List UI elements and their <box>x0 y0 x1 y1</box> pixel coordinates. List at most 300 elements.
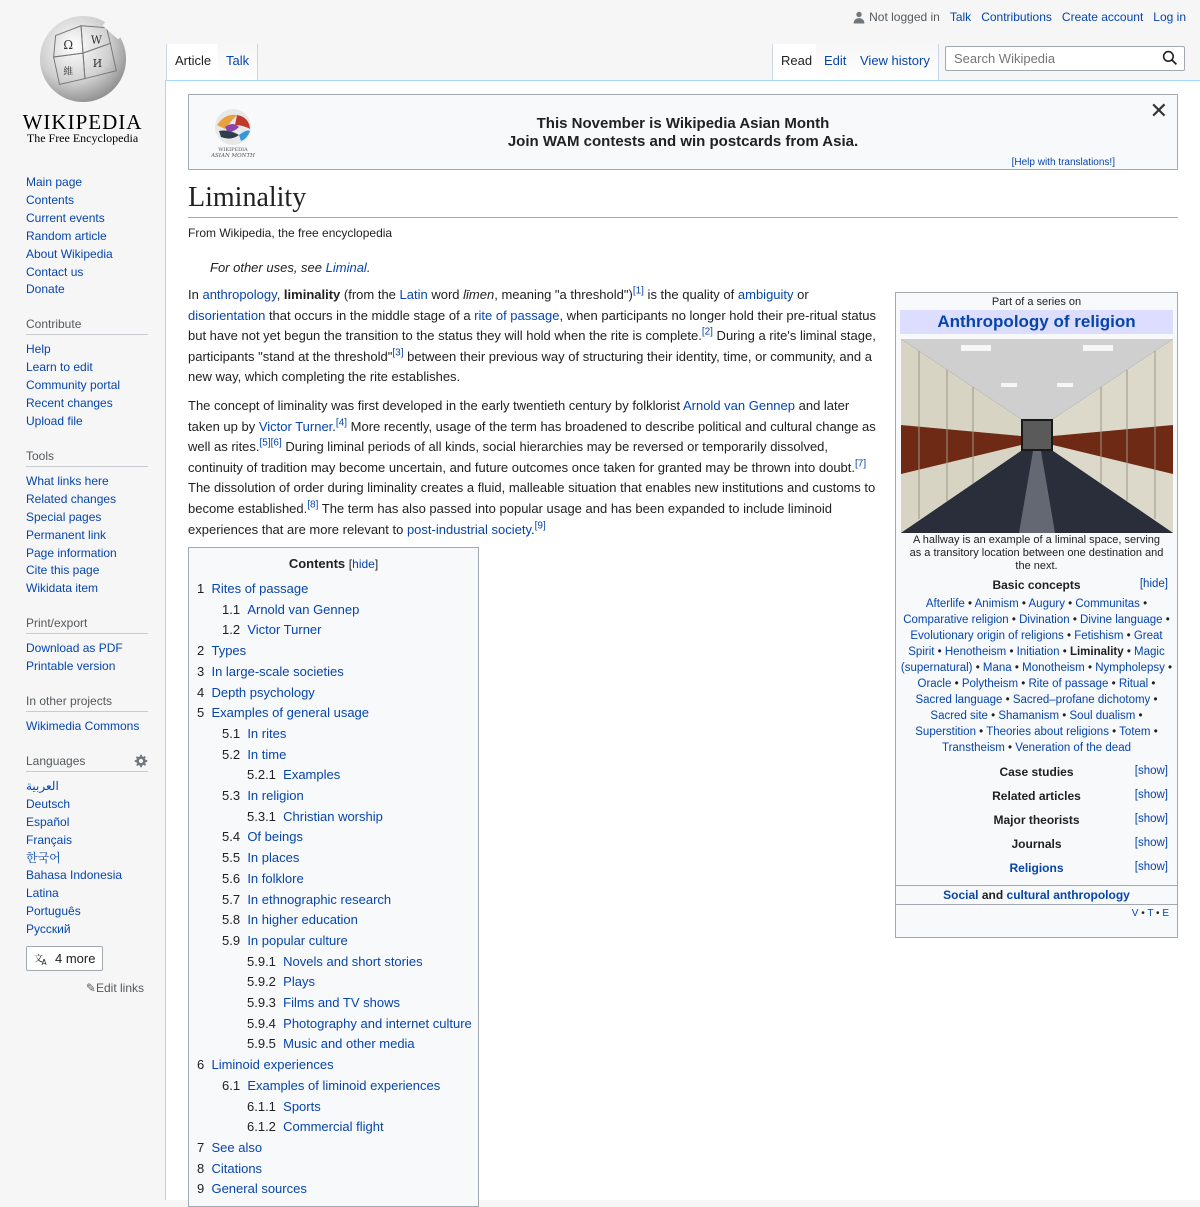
text: More recently, usage of the term has broadened to describe political and cultural change as well as rites. <box>188 418 876 455</box>
concept-link[interactable]: Augury <box>1028 598 1065 610</box>
toc-item-number: 5.9.2 <box>247 974 276 990</box>
toc-item[interactable] <box>197 1117 470 1138</box>
series-footer <box>896 885 1177 905</box>
sidebar-tools <box>26 449 148 598</box>
toc-item[interactable] <box>197 807 470 828</box>
separator-dot: • <box>987 710 999 722</box>
toc-item[interactable] <box>197 1034 470 1055</box>
talk-link[interactable]: Talk <box>949 10 972 24</box>
separator-dot: • <box>1011 662 1023 674</box>
image-caption: A hallway is an example of a liminal space, serving as a transitory location between one destination and the next. <box>909 534 1164 572</box>
separator-dot: • <box>1064 598 1076 610</box>
concept-link[interactable]: Evolutionary origin of religions <box>910 630 1064 642</box>
text: The dissolution of order during liminality creates a fluid, malleable situation that enables new institutions and customs to become established. <box>188 480 876 516</box>
reference-link[interactable]: [1] <box>632 285 644 297</box>
show-toggle[interactable]: [show] <box>1134 813 1168 825</box>
toc-item-number: 5.9.4 <box>247 1015 276 1031</box>
separator-dot: • <box>1069 614 1081 626</box>
show-toggle[interactable]: [show] <box>1134 861 1168 873</box>
tab-talk[interactable] <box>218 44 258 80</box>
edit-template-link[interactable]: E <box>1162 908 1169 919</box>
separator-dot: • <box>1164 662 1173 674</box>
separator-dot: • <box>1162 614 1170 626</box>
toc-item[interactable] <box>197 724 470 745</box>
hatnote-text: For other uses, see <box>210 260 326 275</box>
sidebar-item-recent-changes[interactable]: Recent changes <box>26 396 113 411</box>
toc-item[interactable] <box>197 1055 470 1076</box>
concept-link[interactable]: Initiation <box>1016 646 1060 658</box>
concept-link[interactable]: Monotheism <box>1022 662 1085 674</box>
sidebar-item-wikidata-item[interactable]: Wikidata item <box>26 581 99 596</box>
series-prefix: Part of a series on <box>991 296 1082 308</box>
toc-item[interactable] <box>197 641 470 662</box>
concept-link[interactable]: Magic (supernatural) <box>900 646 1165 674</box>
lang-pt[interactable]: Português <box>26 904 81 919</box>
text: In <box>188 287 203 302</box>
lang-fr[interactable]: Français <box>26 832 73 847</box>
toc-item[interactable] <box>197 1076 470 1097</box>
toc-item-number: 7 <box>197 1139 205 1155</box>
banner-line1: This November is Wikipedia Asian Month <box>536 115 830 132</box>
separator-dot: • <box>1004 742 1016 754</box>
lang-id[interactable]: Bahasa Indonesia <box>26 868 123 883</box>
link-ambiguity[interactable]: ambiguity <box>737 287 794 302</box>
toc-item-link[interactable]: Types <box>211 643 247 659</box>
toc-item-number: 2 <box>197 643 205 659</box>
toc-item-number: 1.2 <box>222 622 241 638</box>
sidebar-item-permanent-link[interactable]: Permanent link <box>26 527 107 542</box>
collapsed-sections <box>896 760 1177 880</box>
toc-item-number: 5.9.1 <box>247 953 276 969</box>
paragraph-1 <box>188 285 882 388</box>
toc-item-link[interactable]: Photography and internet culture <box>283 1015 472 1031</box>
contribute-heading: Contribute <box>26 317 148 335</box>
section-label[interactable]: Religions <box>1009 861 1064 875</box>
concept-link[interactable]: Ritual <box>1118 678 1149 690</box>
tab-edit[interactable] <box>816 44 855 80</box>
toc-item-number: 5.2 <box>222 746 241 762</box>
sidebar-item-contents[interactable]: Contents <box>26 192 75 207</box>
section-label: Major theorists <box>993 813 1080 827</box>
reference-link[interactable]: [7] <box>855 458 867 470</box>
toc-item[interactable] <box>197 1138 470 1159</box>
concept-link[interactable]: Divination <box>1019 614 1070 626</box>
toc-item-link[interactable]: Citations <box>211 1160 263 1176</box>
concept-link[interactable]: Divine language <box>1080 614 1163 626</box>
concept-link[interactable]: Oracle <box>917 678 952 690</box>
separator-dot: • <box>1108 726 1120 738</box>
toc-item-link[interactable]: Depth psychology <box>211 684 315 700</box>
separator-dot: • <box>1148 678 1156 690</box>
text: between their previous way of structuring their identity, time, or community, and a new way, which completing the rite establishes. <box>188 348 872 385</box>
separator-dot: • <box>1063 630 1075 642</box>
puzzle-globe-icon <box>34 14 132 104</box>
toc-item[interactable] <box>197 869 470 890</box>
pencil-icon: ✎ <box>85 981 96 996</box>
more-languages-button[interactable] <box>26 946 103 971</box>
concept-link[interactable]: Soul dualism <box>1069 710 1136 722</box>
text: word <box>427 287 464 302</box>
lang-es[interactable]: Español <box>26 814 70 829</box>
toc-item[interactable] <box>197 662 470 683</box>
lang-ar[interactable]: العربية <box>26 778 59 793</box>
reference-link[interactable]: [9] <box>534 520 546 532</box>
sidebar-item-learn-to-edit[interactable]: Learn to edit <box>26 360 93 375</box>
languages-heading-label: Languages <box>26 753 86 768</box>
toc-item-number: 1.1 <box>222 601 241 617</box>
sidebar-item-community-portal[interactable]: Community portal <box>26 378 121 393</box>
toc-item-link[interactable]: Commercial flight <box>283 1119 384 1135</box>
toc-list <box>197 579 470 1200</box>
toc-item-number: 6.1.2 <box>247 1119 276 1135</box>
basic-concepts-header <box>896 574 1177 596</box>
sidebar-item-cite-this-page[interactable]: Cite this page <box>26 563 100 578</box>
separator-dot: • <box>1059 646 1070 658</box>
concept-link[interactable]: Superstition <box>915 726 976 738</box>
toc-item-link[interactable]: In time <box>247 746 287 762</box>
banner-message <box>189 115 1177 151</box>
sidebar-item-main-page[interactable]: Main page <box>26 175 83 189</box>
close-icon[interactable]: ✕ <box>1149 98 1168 123</box>
separator-dot: • <box>1006 646 1017 658</box>
toc-item-link[interactable]: In higher education <box>247 912 358 928</box>
link-cultural-anthropology[interactable]: cultural anthropology <box>1006 888 1130 902</box>
collapsed-section <box>896 760 1177 784</box>
toc-item[interactable] <box>197 683 470 704</box>
text: During a rite's liminal stage, participants "stand at the threshold" <box>188 328 876 364</box>
separator-dot: • <box>951 678 962 690</box>
create-account-link[interactable]: Create account <box>1061 10 1144 24</box>
lang-de[interactable]: Deutsch <box>26 796 71 811</box>
toc-item-number: 5 <box>197 705 205 721</box>
edit-links-label: Edit links <box>95 981 144 996</box>
toc-item-link[interactable]: Of beings <box>247 829 303 845</box>
toc-item-link[interactable]: Christian worship <box>283 808 383 824</box>
text: The concept of liminality was first developed in the early twentieth century by folklorist <box>188 397 683 413</box>
help-translations-link[interactable]: [Help with translations!] <box>1011 157 1115 168</box>
hatnote <box>210 260 370 275</box>
toc-item-link[interactable]: In rites <box>247 725 287 741</box>
concept-link[interactable]: Animism <box>974 598 1019 610</box>
login-link[interactable]: Log in <box>1153 10 1186 24</box>
sidebar-contribute <box>26 317 148 431</box>
separator-dot: • <box>1123 646 1135 658</box>
footer-and: and <box>978 888 1007 902</box>
logo-wordmark: WIKIPEDIA <box>22 110 143 134</box>
hatnote-end: . <box>366 260 371 275</box>
text: , meaning "a threshold") <box>494 287 633 302</box>
sidebar-item-wikimedia-commons[interactable]: Wikimedia Commons <box>26 719 140 734</box>
site-tagline: From Wikipedia, the free encyclopedia <box>188 226 393 240</box>
sidebar-item-special-pages[interactable]: Special pages <box>26 509 102 524</box>
tab-view-history[interactable] <box>852 44 939 80</box>
concept-link[interactable]: Polytheism <box>961 678 1019 690</box>
user-icon <box>853 11 865 24</box>
separator-dot: • <box>1150 726 1158 738</box>
view-template-link[interactable]: V <box>1131 908 1139 919</box>
table-of-contents <box>188 547 479 1207</box>
central-notice-banner <box>188 94 1178 170</box>
toc-item[interactable] <box>197 972 470 993</box>
link-social[interactable]: Social <box>943 888 979 902</box>
toc-item-link[interactable]: Films and TV shows <box>283 995 400 1011</box>
toc-item-number: 5.6 <box>222 870 241 886</box>
separator-dot: • <box>972 662 983 674</box>
toc-item[interactable] <box>197 1179 470 1200</box>
logo-tagline: The Free Encyclopedia <box>26 131 139 145</box>
banner-line2: Join WAM contests and win postcards from Asia. <box>507 133 859 150</box>
toc-item-number: 4 <box>197 684 205 700</box>
hide-link[interactable]: [hide] <box>1139 578 1168 590</box>
toc-item-number: 5.3 <box>222 788 241 804</box>
toc-item-number: 5.2.1 <box>247 767 276 783</box>
section-label: Journals <box>1011 837 1062 851</box>
toc-hide-link[interactable]: hide <box>352 557 375 571</box>
concept-link[interactable]: Totem <box>1119 726 1151 738</box>
toc-item[interactable] <box>197 827 470 848</box>
toc-item-link[interactable]: Examples of liminoid experiences <box>247 1077 441 1093</box>
sidebar-item-page-information[interactable]: Page information <box>26 545 117 560</box>
separator-dot: • <box>1084 662 1096 674</box>
collapsed-section <box>896 832 1177 856</box>
separator-dot: • <box>1018 598 1029 610</box>
text: During liminal periods of all kinds, social hierarchies may be reversed or temporarily dissolved, continuity of tradition may become uncertain, and future outcomes once taken for granted may be thrown into doubt. <box>188 439 855 475</box>
svg-text:Ω: Ω <box>63 38 74 53</box>
toc-item-link[interactable]: Examples of general usage <box>211 705 370 721</box>
search-input[interactable] <box>945 46 1185 71</box>
print-heading: Print/export <box>26 616 148 634</box>
toc-item-link[interactable]: In places <box>247 850 300 866</box>
concept-link[interactable]: Sacred site <box>930 710 988 722</box>
show-toggle[interactable]: [show] <box>1134 837 1168 849</box>
section-label: Case studies <box>999 765 1074 779</box>
talk-template-link[interactable]: T <box>1147 908 1154 919</box>
text: . <box>332 418 336 434</box>
text: is the quality of <box>643 287 738 302</box>
toc-item[interactable] <box>197 765 470 786</box>
toc-item[interactable] <box>197 1097 470 1118</box>
tab-edit-label: Edit <box>824 53 847 68</box>
series-title[interactable] <box>900 310 1173 334</box>
toc-item[interactable] <box>197 1159 470 1180</box>
toc-item[interactable] <box>197 952 470 973</box>
toc-item-link[interactable]: Liminoid experiences <box>211 1057 334 1073</box>
toc-item-link[interactable]: In popular culture <box>247 932 348 948</box>
sidebar-item-related-changes[interactable]: Related changes <box>26 491 117 506</box>
lang-ru[interactable]: Русский <box>26 922 71 937</box>
toc-item[interactable] <box>197 786 470 807</box>
toc-item-link[interactable]: Plays <box>283 974 315 990</box>
concept-link[interactable]: Comparative religion <box>903 614 1009 626</box>
tab-read[interactable] <box>772 44 821 80</box>
toc-item-link[interactable]: Rites of passage <box>211 581 309 596</box>
text: that occurs in the middle stage of a <box>265 307 475 323</box>
text: or <box>793 287 809 302</box>
tab-history-label: View history <box>860 53 930 68</box>
separator-dot: • <box>934 646 945 658</box>
basic-concepts-label: Basic concepts <box>992 578 1081 592</box>
link-anthropology[interactable]: anthropology <box>202 287 277 302</box>
text: , when participants no longer hold their pre-ritual status but have not yet begun the transition to the status they will hold when the rite is complete. <box>188 307 876 344</box>
paragraph-2 <box>188 396 882 540</box>
toc-item-link[interactable]: In ethnographic research <box>247 891 392 907</box>
link-post-industrial-society[interactable]: post-industrial society <box>406 521 531 537</box>
toc-item[interactable] <box>197 848 470 869</box>
toc-item-link[interactable]: Novels and short stories <box>283 953 423 969</box>
sidebar-item-help[interactable]: Help <box>26 342 51 357</box>
toc-item-link[interactable]: See also <box>211 1139 263 1155</box>
toc-item-number: 6.1 <box>222 1077 241 1093</box>
page-title: Liminality <box>188 182 1178 218</box>
section-label: Related articles <box>992 789 1081 803</box>
concept-link[interactable]: Veneration of the dead <box>1015 742 1131 754</box>
toc-item[interactable] <box>197 1014 470 1035</box>
toc-item[interactable] <box>197 910 470 931</box>
concept-link[interactable]: Sacred–profane dichotomy <box>1012 694 1151 706</box>
concept-link[interactable]: Mana <box>982 662 1012 674</box>
series-title-link[interactable]: Anthropology of religion <box>937 312 1136 331</box>
link-latin[interactable]: Latin <box>399 287 428 302</box>
lang-ko[interactable]: 한국어 <box>26 850 61 865</box>
separator-dot: • <box>1008 614 1020 626</box>
bold-term: liminality <box>283 287 341 302</box>
toc-item[interactable] <box>197 600 470 621</box>
concept-link[interactable]: Communitas <box>1075 598 1140 610</box>
reference-link[interactable]: [3] <box>392 347 404 359</box>
toc-item-link[interactable]: Music and other media <box>283 1036 415 1052</box>
sidebar-item-upload-file[interactable]: Upload file <box>26 413 83 428</box>
svg-text:維: 維 <box>63 66 74 78</box>
toc-item-link[interactable]: In folklore <box>247 870 304 886</box>
sidebar-item-what-links-here[interactable]: What links here <box>26 473 109 488</box>
concept-link[interactable]: Henotheism <box>944 646 1007 658</box>
series-sidebar-box <box>895 292 1178 938</box>
concept-link[interactable]: Theories about religions <box>986 726 1109 738</box>
contributions-link[interactable]: Contributions <box>981 10 1052 24</box>
gear-icon[interactable] <box>134 754 148 768</box>
hatnote-link-liminal[interactable]: Liminal <box>325 260 367 275</box>
collapsed-section <box>896 808 1177 832</box>
concept-link[interactable]: Sacred language <box>915 694 1003 706</box>
separator-dot: • <box>1108 678 1119 690</box>
text: and later taken up by <box>188 397 850 434</box>
lang-la[interactable]: Latina <box>26 886 59 901</box>
sidebar-item-contact[interactable]: Contact us <box>26 264 84 279</box>
reference-link[interactable]: [4] <box>335 417 348 429</box>
wikipedia-logo[interactable] <box>0 0 165 160</box>
separator-dot: • <box>1002 694 1013 706</box>
languages-heading <box>26 754 148 772</box>
collapsed-section <box>896 784 1177 808</box>
svg-text:文: 文 <box>34 953 44 964</box>
toc-item-link[interactable]: General sources <box>211 1181 307 1197</box>
svg-text:И: И <box>92 56 103 70</box>
concept-link[interactable]: Shamanism <box>998 710 1060 722</box>
toc-item-number: 3 <box>197 663 205 679</box>
reference-link[interactable]: [2] <box>701 326 713 338</box>
concept-link[interactable]: Great Spirit <box>908 630 1163 658</box>
toc-item-link[interactable]: Victor Turner <box>247 622 322 638</box>
text: , <box>276 287 284 302</box>
sidebar-other-projects <box>26 694 148 736</box>
toc-item-link[interactable]: In large-scale societies <box>211 663 344 679</box>
toc-item[interactable] <box>197 931 470 952</box>
tab-read-label: Read <box>781 53 813 68</box>
tab-article[interactable] <box>166 44 220 80</box>
show-toggle[interactable]: [show] <box>1134 789 1168 801</box>
toc-item-number: 6.1.1 <box>247 1098 276 1114</box>
toc-item-number: 5.8 <box>222 912 241 928</box>
svg-text:W: W <box>90 33 102 47</box>
toc-item-link[interactable]: Examples <box>283 767 341 783</box>
toc-title-label: Contents <box>288 556 346 571</box>
text: . <box>531 521 535 537</box>
separator-dot: • <box>1018 678 1029 690</box>
separator-dot: • <box>1135 710 1143 722</box>
show-toggle[interactable]: [show] <box>1134 765 1168 777</box>
not-logged-in-label: Not logged in <box>869 10 940 24</box>
concept-link[interactable]: Rite of passage <box>1028 678 1109 690</box>
toc-item[interactable] <box>197 579 470 600</box>
hallway-image[interactable] <box>901 339 1173 533</box>
reference-link[interactable]: [5][6] <box>259 437 282 449</box>
toc-item-link[interactable]: Sports <box>283 1098 321 1114</box>
sidebar <box>0 165 165 995</box>
toc-item[interactable] <box>197 993 470 1014</box>
sidebar-item-random-article[interactable]: Random article <box>26 228 107 243</box>
article-body <box>188 285 882 548</box>
toc-hide-toggle[interactable]: [hide] <box>348 557 379 571</box>
link-victor-turner[interactable]: Victor Turner <box>258 418 333 434</box>
toc-item-link[interactable]: Arnold van Gennep <box>247 601 360 617</box>
sidebar-item-printable-version[interactable]: Printable version <box>26 659 116 674</box>
toc-item[interactable] <box>197 703 470 724</box>
sidebar-item-download-pdf[interactable]: Download as PDF <box>26 641 123 656</box>
concept-link[interactable]: Fetishism <box>1074 630 1124 642</box>
basic-concepts-list <box>896 596 1177 756</box>
concept-link[interactable]: Nympholepsy <box>1095 662 1165 674</box>
sidebar-item-about[interactable]: About Wikipedia <box>26 246 113 261</box>
toc-item-link[interactable]: In religion <box>247 788 304 804</box>
svg-text:WIKIPEDIA: WIKIPEDIA <box>218 147 248 153</box>
separator-dot: • <box>1123 630 1134 642</box>
link-disorientation[interactable]: disorientation <box>188 307 266 323</box>
concept-link[interactable]: Afterlife <box>925 598 965 610</box>
svg-text:A: A <box>41 957 47 966</box>
sidebar-item-donate[interactable]: Donate <box>26 282 65 297</box>
collapsed-section <box>896 856 1177 880</box>
sidebar-languages <box>26 754 148 995</box>
personal-tools <box>853 10 1186 24</box>
sidebar-item-current-events[interactable]: Current events <box>26 210 105 225</box>
edit-links[interactable] <box>26 981 144 995</box>
reference-link[interactable]: [8] <box>307 499 319 511</box>
toc-item[interactable] <box>197 745 470 766</box>
basic-concepts-hide-toggle[interactable] <box>1140 578 1168 590</box>
link-rite-of-passage[interactable]: rite of passage <box>474 307 560 323</box>
toc-item[interactable] <box>197 620 470 641</box>
concept-link[interactable]: Transtheism <box>941 742 1005 754</box>
separator-dot: • <box>964 598 975 610</box>
separator-dot: • <box>1059 710 1070 722</box>
toc-title <box>197 556 470 571</box>
search-icon[interactable] <box>1162 50 1178 66</box>
toc-item[interactable] <box>197 890 470 911</box>
link-arnold-van-gennep[interactable]: Arnold van Gennep <box>682 397 795 413</box>
vte-links: V • T • E <box>1131 908 1169 919</box>
sidebar-print-export <box>26 616 148 676</box>
text: The term has also passed into popular usage and has been expanded to include liminoid experiences that are more relevant to <box>188 500 832 537</box>
